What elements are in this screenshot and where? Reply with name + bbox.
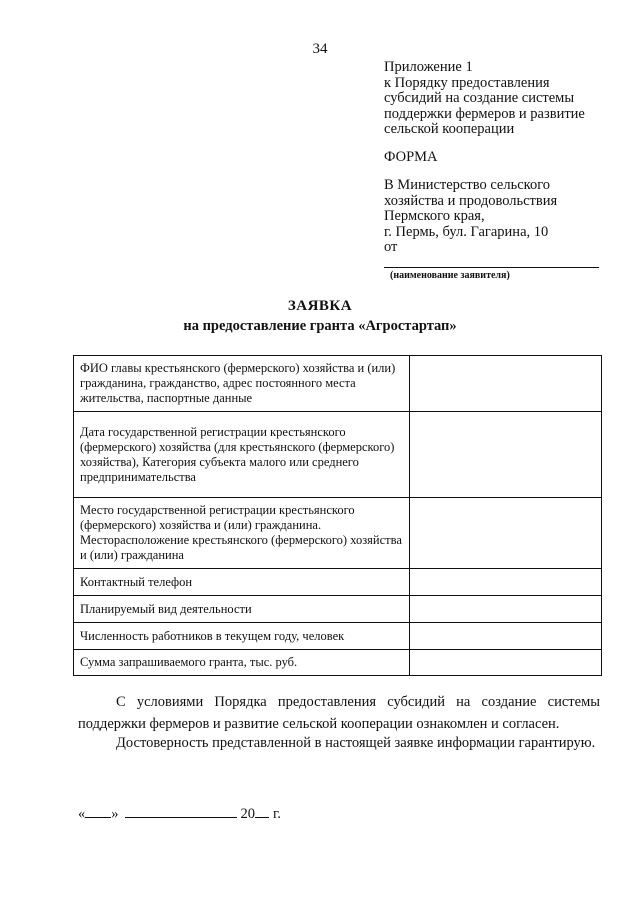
document-title: ЗАЯВКА [287, 298, 353, 314]
addressee-line: Пермского края, [384, 208, 485, 224]
addressee-block [384, 178, 557, 256]
forma-label: ФОРМА [384, 149, 438, 165]
applicant-name-field[interactable] [384, 267, 599, 268]
open-quote: « [78, 806, 86, 822]
table-row [74, 356, 602, 412]
page-number: 34 [312, 41, 328, 57]
addressee-line: В Министерство сельского [384, 177, 551, 193]
table-row [74, 650, 602, 676]
addressee-line: от [384, 239, 398, 255]
appendix-line: сельской кооперации [384, 121, 515, 137]
applicant-caption: (наименование заявителя) [390, 270, 510, 281]
row-label: Контактный телефон [74, 569, 410, 596]
year-field[interactable] [255, 805, 269, 818]
row-value-field[interactable] [410, 596, 602, 623]
agreement-paragraph: С условиями Порядка предоставления субсидий на создание системы поддержки фермеров и развитие сельской кооперации ознакомлен и согласен. [78, 694, 600, 732]
row-label: Планируемый вид деятельности [74, 596, 410, 623]
row-label: Дата государственной регистрации крестьянского (фермерского) хозяйства (для крестьянского (фермерского) хозяйства), Категория субъекта малого или среднего предпринимательства [74, 412, 410, 498]
table-row [74, 569, 602, 596]
table-row [74, 623, 602, 650]
table-row [74, 498, 602, 569]
close-quote: » [111, 806, 119, 822]
appendix-line: субсидий на создание системы [384, 90, 575, 106]
table-row [74, 596, 602, 623]
application-form-table [73, 355, 602, 676]
appendix-line: Приложение 1 [384, 59, 473, 75]
appendix-line: поддержки фермеров и развитие [384, 105, 585, 122]
year-prefix: 20 [240, 806, 255, 822]
row-value-field[interactable] [410, 356, 602, 412]
document-subtitle: на предоставление гранта «Агростартап» [183, 318, 457, 334]
row-label: ФИО главы крестьянского (фермерского) хозяйства и (или) гражданина, гражданство, адрес постоянного места жительства, паспортные данные [74, 356, 410, 412]
guarantee-paragraph: Достоверность представленной в настоящей заявке информации гарантирую. [116, 735, 596, 751]
addressee-line: хозяйства и продовольствия [384, 192, 558, 209]
row-value-field[interactable] [410, 623, 602, 650]
row-value-field[interactable] [410, 569, 602, 596]
row-value-field[interactable] [410, 412, 602, 498]
date-line [78, 805, 281, 823]
row-label: Численность работников в текущем году, человек [74, 623, 410, 650]
year-suffix: г. [273, 806, 281, 822]
month-field[interactable] [125, 805, 237, 818]
day-field[interactable] [85, 805, 111, 818]
appendix-line: к Порядку предоставления [384, 74, 550, 91]
row-value-field[interactable] [410, 498, 602, 569]
row-label: Место государственной регистрации крестьянского (фермерского) хозяйства и (или) гражданина. Месторасположение крестьянского (фермерского) хозяйства и (или) гражданина [74, 498, 410, 569]
table-row [74, 412, 602, 498]
row-label: Сумма запрашиваемого гранта, тыс. руб. [74, 650, 410, 676]
addressee-line: г. Пермь, бул. Гагарина, 10 [384, 223, 549, 240]
appendix-block [384, 60, 585, 138]
row-value-field[interactable] [410, 650, 602, 676]
